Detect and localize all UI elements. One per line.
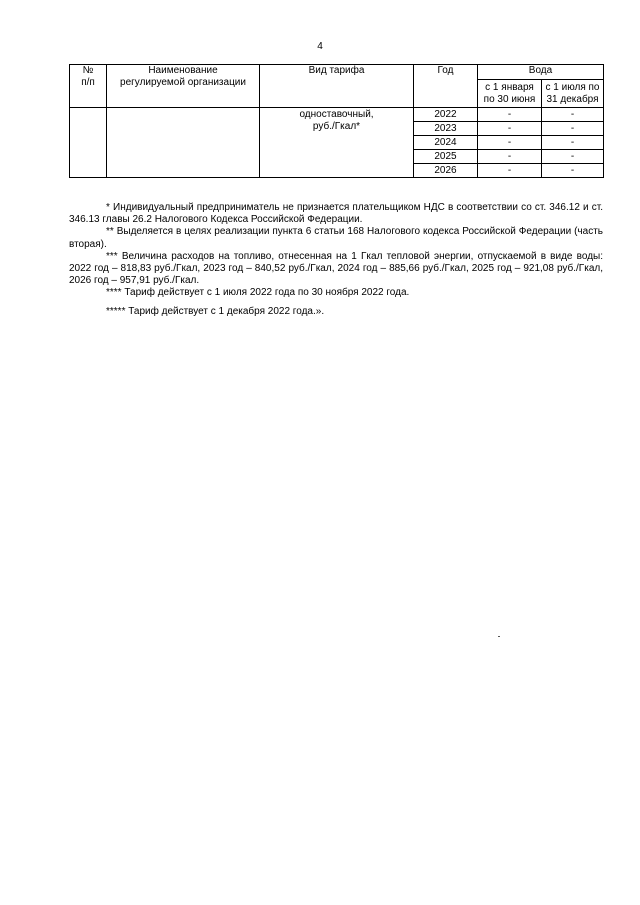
cell-value-period1: - [478,164,542,178]
cell-value-period1: - [478,122,542,136]
header-organization-line1: Наименование [148,65,218,76]
cell-year: 2026 [414,164,478,178]
footnote-fuel-costs: *** Величина расходов на топливо, отнесенная на 1 Гкал тепловой энергии, отпускаемой в виде воды: 2022 год – 818,83 руб./Гкал, 2023 год – 840,52 руб./Гкал, 2024 год – 885,66 руб./Гкал, 2025 год – 921,08 руб./Гкал, 2026 год – 957,91 руб./Гкал. [69,250,603,287]
tariff-type-line1: одноставочный, [299,109,374,120]
cell-year: 2022 [414,108,478,122]
footnote-tariff-period1: **** Тариф действует с 1 июля 2022 года по 30 ноября 2022 года. [106,287,410,299]
header-period2-line1: с 1 июля по [545,81,600,93]
page-number: 4 [317,41,323,52]
cell-number [70,108,107,178]
cell-year: 2023 [414,122,478,136]
header-number-line2: п/п [81,77,95,88]
cell-value-period1: - [478,150,542,164]
cell-organization [107,108,260,178]
header-organization [107,65,260,108]
cell-value-period2: - [542,164,604,178]
cell-tariff-type [260,108,414,178]
header-number [70,65,107,108]
tariff-type-line2: руб./Гкал* [312,121,361,132]
header-number-line1: № [82,65,94,76]
header-period-jan-jun [478,80,542,108]
scan-speck [498,636,500,637]
cell-year: 2025 [414,150,478,164]
header-period2-line2: 31 декабря [546,93,599,105]
footnotes [69,202,603,318]
cell-value-period2: - [542,122,604,136]
footnote-vat: * Индивидуальный предприниматель не признается плательщиком НДС в соответствии со ст. 346.12 и ст. 346.13 главы 26.2 Налогового Кодекса Российской Федерации. [69,202,603,226]
header-year: Год [414,65,478,108]
cell-value-period1: - [478,108,542,122]
table-row [70,108,604,122]
header-water: Вода [478,65,604,80]
cell-value-period2: - [542,108,604,122]
tariff-table [69,64,604,178]
footnote-article-168: ** Выделяется в целях реализации пункта 6 статьи 168 Налогового кодекса Российской Федерации (часть вторая). [69,226,603,250]
cell-value-period2: - [542,136,604,150]
cell-value-period2: - [542,150,604,164]
cell-value-period1: - [478,136,542,150]
header-period1-line1: с 1 января [485,81,534,93]
footnote-tariff-period2: ***** Тариф действует с 1 декабря 2022 года.». [106,305,325,317]
cell-year: 2024 [414,136,478,150]
header-period-jul-dec [542,80,604,108]
header-organization-line2: регулируемой организации [120,77,246,88]
header-tariff-type: Вид тарифа [260,65,414,108]
header-period1-line2: по 30 июня [483,93,536,105]
